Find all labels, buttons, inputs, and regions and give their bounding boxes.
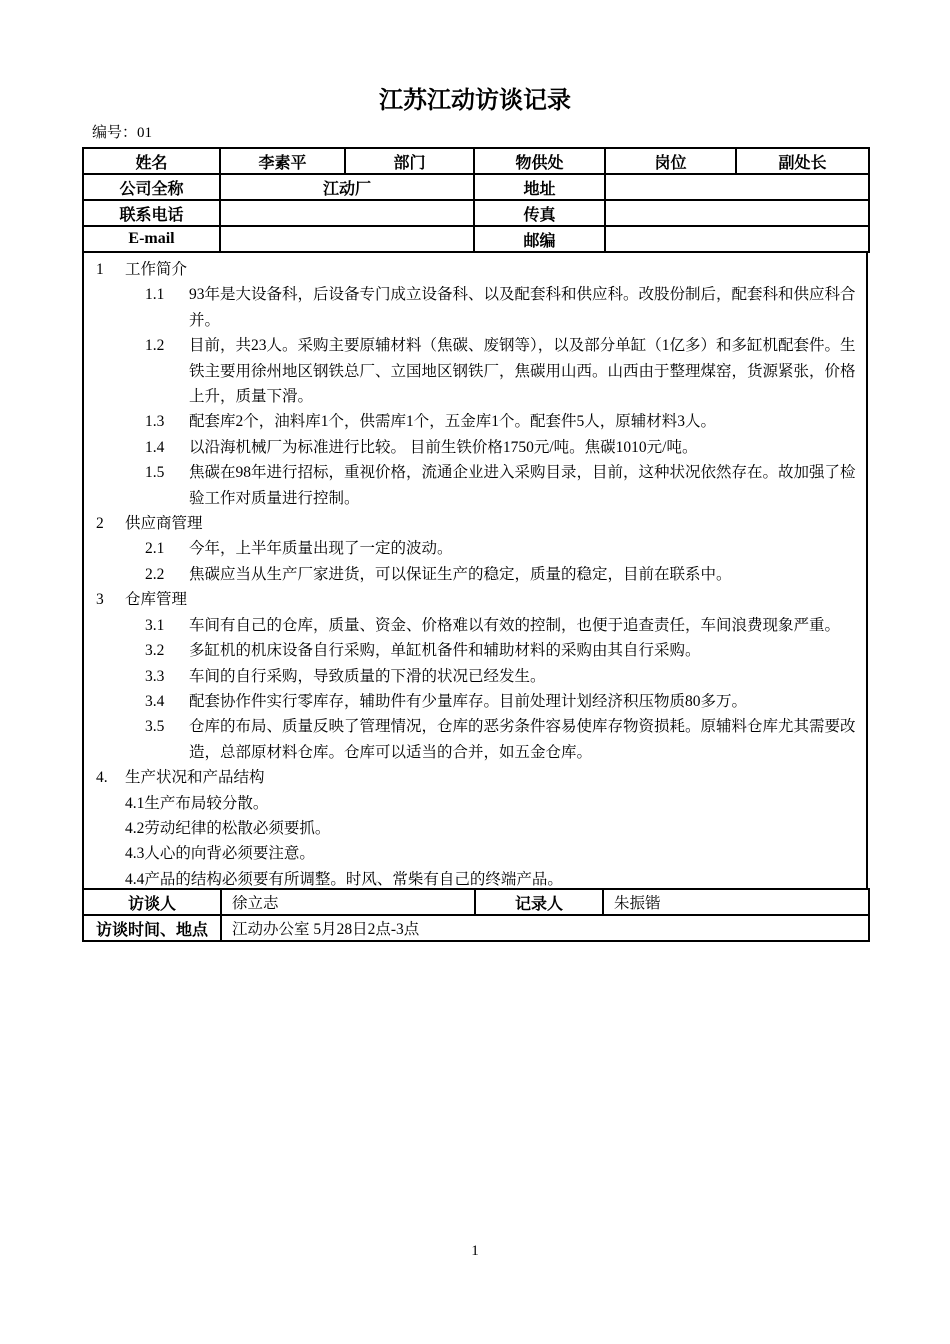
page-number: 1 [471, 1243, 479, 1259]
note-item [125, 791, 856, 816]
note-item [125, 816, 856, 841]
table-row [83, 148, 869, 174]
item-number: 2.1 [145, 540, 165, 558]
item-number: 3.1 [145, 616, 165, 634]
item-number: 1.2 [145, 337, 165, 355]
post-label: 岗位 [605, 148, 736, 174]
interview-notes [82, 253, 868, 888]
section-number: 4. [96, 769, 108, 787]
note-item [145, 689, 856, 714]
table-row [83, 915, 869, 941]
item-text: 目前，共23人。采购主要原辅材料（焦碳、废钢等），以及部分单缸（1亿多）和多缸机配套件。生铁主要用徐州地区钢铁总厂、立国地区钢铁厂，焦碳用山西。山西由于整理煤窑，货源紧张，价格上升，质量下滑。 [189, 337, 856, 406]
phone-label: 联系电话 [83, 200, 220, 226]
item-number: 1.3 [145, 413, 165, 431]
item-number: 3.5 [145, 718, 165, 736]
note-item [145, 536, 856, 561]
item-text: 生产布局较分散。 [144, 794, 269, 812]
interviewer-label: 访谈人 [83, 889, 221, 915]
section-heading [96, 765, 856, 790]
item-number: 3.4 [145, 692, 165, 710]
table-row [83, 174, 869, 200]
dept-value: 物供处 [474, 148, 605, 174]
note-item [145, 460, 856, 511]
recorder-label: 记录人 [475, 889, 603, 915]
post-value: 副处长 [736, 148, 869, 174]
fax-label: 传真 [474, 200, 605, 226]
fax-value [605, 200, 869, 226]
note-item [125, 841, 856, 866]
name-label: 姓名 [83, 148, 220, 174]
item-text: 以沿海机械厂为标准进行比较。 目前生铁价格1750元/吨。焦碳1010元/吨。 [189, 438, 698, 456]
item-number: 3.2 [145, 642, 165, 660]
section-title: 生产状况和产品结构 [125, 769, 265, 787]
item-number: 1.4 [145, 438, 165, 456]
item-number: 4.3 [125, 845, 145, 863]
item-number: 3.3 [145, 667, 165, 685]
section-heading [96, 511, 856, 536]
section-title: 供应商管理 [125, 515, 203, 533]
dept-label: 部门 [345, 148, 474, 174]
zip-value [605, 226, 869, 252]
section-title: 工作简介 [125, 261, 188, 278]
table-row [83, 226, 869, 252]
note-item [145, 282, 856, 333]
item-text: 配套协作件实行零库存，辅助件有少量库存。目前处理计划经济积压物质80多万。 [189, 692, 748, 710]
email-label: E-mail [83, 226, 220, 252]
zip-label: 邮编 [474, 226, 605, 252]
phone-value [220, 200, 474, 226]
note-item [145, 435, 856, 460]
table-row [83, 889, 869, 915]
item-text: 焦碳在98年进行招标，重视价格，流通企业进入采购目录，目前，这种状况依然存在。故加强了检验工作对质量进行控制。 [189, 464, 856, 507]
item-text: 车间有自己的仓库，质量、资金、价格难以有效的控制，也便于追查责任，车间浪费现象严重。 [189, 616, 841, 634]
item-number: 4.2 [125, 819, 145, 837]
name-value: 李素平 [220, 148, 345, 174]
table-row [83, 200, 869, 226]
note-item [145, 613, 856, 638]
contact-info-table [82, 147, 870, 253]
item-text: 配套库2个，油料库1个，供需库1个，五金库1个。配套件5人，原辅材料3人。 [189, 413, 717, 431]
item-text: 今年，上半年质量出现了一定的波动。 [189, 540, 453, 558]
item-text: 仓库的布局、质量反映了管理情况，仓库的恶劣条件容易使库存物资损耗。原辅料仓库尤其需要改造，总部原材料仓库。仓库可以适当的合并，如五金仓库。 [189, 718, 856, 761]
interview-meta-table [82, 888, 870, 942]
item-text: 多缸机的机床设备自行采购，单缸机备件和辅助材料的采购由其自行采购。 [189, 642, 701, 660]
item-text: 人心的向背必须要注意。 [144, 845, 315, 863]
time-place-label: 访谈时间、地点 [83, 915, 221, 941]
address-label: 地址 [474, 174, 605, 200]
interviewer-value: 徐立志 [221, 889, 475, 915]
item-text: 产品的结构必须要有所调整。时风、常柴有自己的终端产品。 [144, 870, 563, 888]
item-text: 车间的自行采购，导致质量的下滑的状况已经发生。 [189, 667, 546, 685]
item-number: 4.4 [125, 870, 145, 888]
doc-number: 编号：01 [92, 125, 153, 141]
company-label: 公司全称 [83, 174, 220, 200]
email-value [220, 226, 474, 252]
item-number: 2.2 [145, 565, 165, 583]
note-item [145, 638, 856, 663]
note-item [145, 714, 856, 765]
section-title: 仓库管理 [125, 591, 188, 609]
section-number: 1 [96, 261, 104, 278]
item-text: 焦碳应当从生产厂家进货，可以保证生产的稳定，质量的稳定，目前在联系中。 [189, 565, 732, 583]
company-value: 江动厂 [220, 174, 474, 200]
item-number: 1.5 [145, 464, 165, 482]
note-item [145, 562, 856, 587]
time-place-value: 江动办公室 5月28日2点-3点 [221, 915, 869, 941]
note-item [145, 409, 856, 434]
address-value [605, 174, 869, 200]
item-number: 4.1 [125, 794, 145, 812]
section-heading [96, 587, 856, 612]
recorder-value: 朱振锴 [603, 889, 869, 915]
item-text: 劳动纪律的松散必须要抓。 [144, 819, 331, 837]
item-number: 1.1 [145, 286, 165, 304]
section-number: 3 [96, 591, 104, 609]
section-heading [96, 257, 856, 282]
item-text: 93年是大设备科，后设备专门成立设备科、以及配套科和供应科。改股份制后，配套科和供应科合并。 [189, 286, 856, 329]
section-number: 2 [96, 515, 104, 533]
note-item [125, 867, 856, 888]
document-title: 江苏江动访谈记录 [379, 88, 571, 114]
note-item [145, 333, 856, 409]
note-item [145, 664, 856, 689]
